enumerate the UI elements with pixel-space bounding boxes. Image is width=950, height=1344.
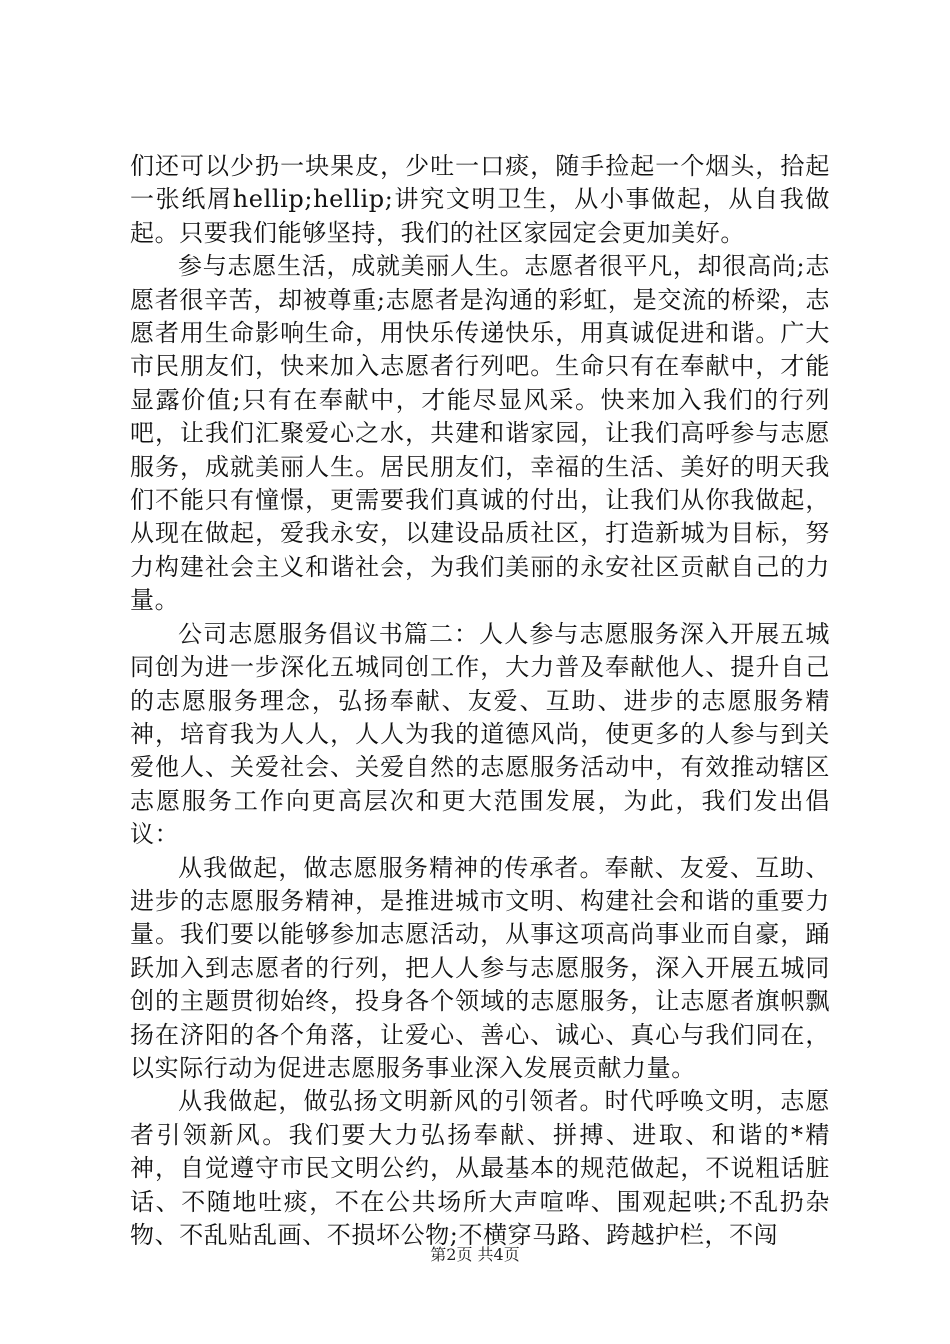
document-body [130, 150, 830, 1252]
page-number-footer: 第2页 共4页 [430, 1245, 520, 1264]
paragraph-proposal-part-two: 公司志愿服务倡议书篇二：人人参与志愿服务深入开展五城同创为进一步深化五城同创工作，大力普及奉献他人、提升自己的志愿服务理念，弘扬奉献、友爱、互助、进步的志愿服务精神，培育我为人人，人人为我的道德风尚，使更多的人参与到关爱他人、关爱社会、关爱自然的志愿服务活动中，有效推动辖区志愿服务工作向更高层次和更大范围发展，为此，我们发出倡议： [130, 619, 830, 849]
paragraph-civilization-leader: 从我做起，做弘扬文明新风的引领者。时代呼唤文明，志愿者引领新风。我们要大力弘扬奉献、拼搏、进取、和谐的*精神，自觉遵守市民文明公约，从最基本的规范做起，不说粗话脏话、不随地吐痰，不在公共场所大声喧哗、围观起哄;不乱扔杂物、不乱贴乱画、不损坏公物;不横穿马路、跨越护栏，不闯 [130, 1087, 830, 1249]
paragraph-spirit-inheritor: 从我做起，做志愿服务精神的传承者。奉献、友爱、互助、进步的志愿服务精神，是推进城市文明、构建社会和谐的重要力量。我们要以能够参加志愿活动，从事这项高尚事业而自豪，踊跃加入到志愿者的行列，把人人参与志愿服务，深入开展五城同创的主题贯彻始终，投身各个领域的志愿服务，让志愿者旗帜飘扬在济阳的各个角落，让爱心、善心、诚心、真心与我们同在，以实际行动为促进志愿服务事业深入发展贡献力量。 [130, 853, 830, 1082]
paragraph-volunteer-life: 参与志愿生活，成就美丽人生。志愿者很平凡，却很高尚;志愿者很辛苦，却被尊重;志愿者是沟通的彩虹，是交流的桥梁，志愿者用生命影响生命，用快乐传递快乐，用真诚促进和谐。广大市民朋友们，快来加入志愿者行列吧。生命只有在奉献中，才能显露价值;只有在奉献中，才能尽显风采。快来加入我们的行列吧，让我们汇聚爱心之水，共建和谐家园，让我们高呼参与志愿服务，成就美丽人生。居民朋友们，幸福的生活、美好的明天我们不能只有憧憬，更需要我们真诚的付出，让我们从你我做起，从现在做起，爱我永安，以建设品质社区，打造新城为目标，努力构建社会主义和谐社会，为我们美丽的永安社区贡献自己的力量。 [130, 252, 830, 615]
paragraph-continuation: 们还可以少扔一块果皮，少吐一口痰，随手捡起一个烟头，拾起一张纸屑hellip;hellip;讲究文明卫生，从小事做起，从自我做起。只要我们能够坚持，我们的社区家园定会更加美好。 [130, 152, 830, 247]
